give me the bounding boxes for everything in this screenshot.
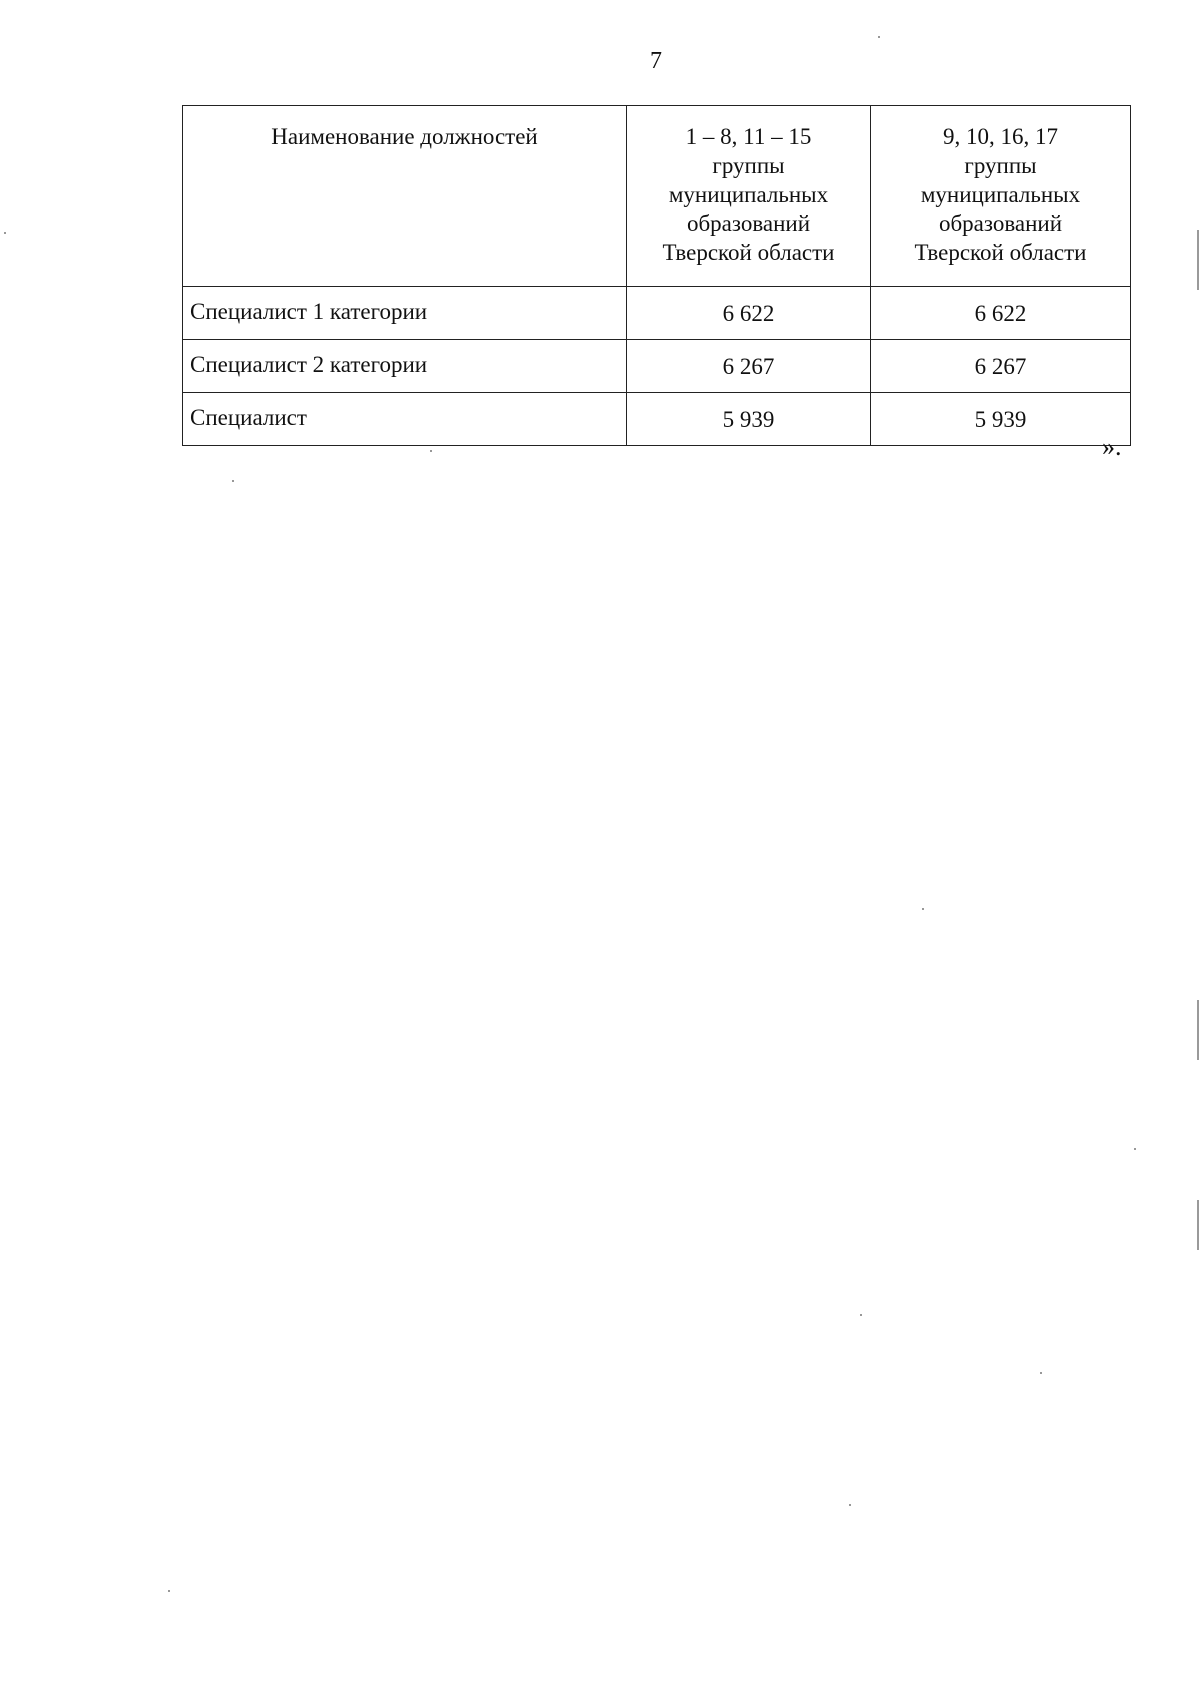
table-row [183,340,1131,393]
salary-cell-group-b: 6 267 [871,340,1131,393]
scan-speck [4,232,6,234]
scan-speck [232,480,234,482]
scan-speck [922,908,924,910]
header-position-name: Наименование должностей [183,106,627,287]
scan-edge-mark [1197,230,1199,290]
header-group-a [627,106,871,287]
salary-cell-group-b: 6 622 [871,287,1131,340]
header-group-b-line: 9, 10, 16, 17 [943,124,1058,149]
table-row [183,287,1131,340]
header-group-b-line: группы [964,153,1037,178]
position-cell: Специалист 2 категории [183,340,627,393]
scan-edge-mark [1197,1000,1199,1060]
scan-speck [860,1314,862,1316]
header-group-a-line: группы [712,153,785,178]
salary-cell-group-a: 5 939 [627,393,871,446]
position-cell: Специалист [183,393,627,446]
scan-edge-mark [1197,1200,1199,1250]
salary-cell-group-b: 5 939 [871,393,1131,446]
closing-quote-mark: ». [1102,432,1122,461]
salary-cell-group-a: 6 267 [627,340,871,393]
table-row [183,393,1131,446]
header-group-a-line: Тверской области [662,240,835,265]
page-number: 7 [650,48,662,74]
header-group-a-line: образований [686,211,811,236]
salary-cell-group-a: 6 622 [627,287,871,340]
header-group-a-line: 1 – 8, 11 – 15 [685,124,812,149]
table-header-row [183,106,1131,287]
scan-speck [1040,1372,1042,1374]
header-group-a-line: муниципальных [668,182,829,207]
header-group-b-line: образований [938,211,1063,236]
salary-table [182,105,1131,446]
scan-speck [1134,1148,1136,1150]
header-group-b [871,106,1131,287]
header-group-b-line: муниципальных [920,182,1081,207]
scan-speck [430,450,432,452]
scan-speck [849,1504,851,1506]
scan-speck [168,1590,170,1592]
position-cell: Специалист 1 категории [183,287,627,340]
scan-speck [878,36,880,38]
header-group-b-line: Тверской области [914,240,1087,265]
